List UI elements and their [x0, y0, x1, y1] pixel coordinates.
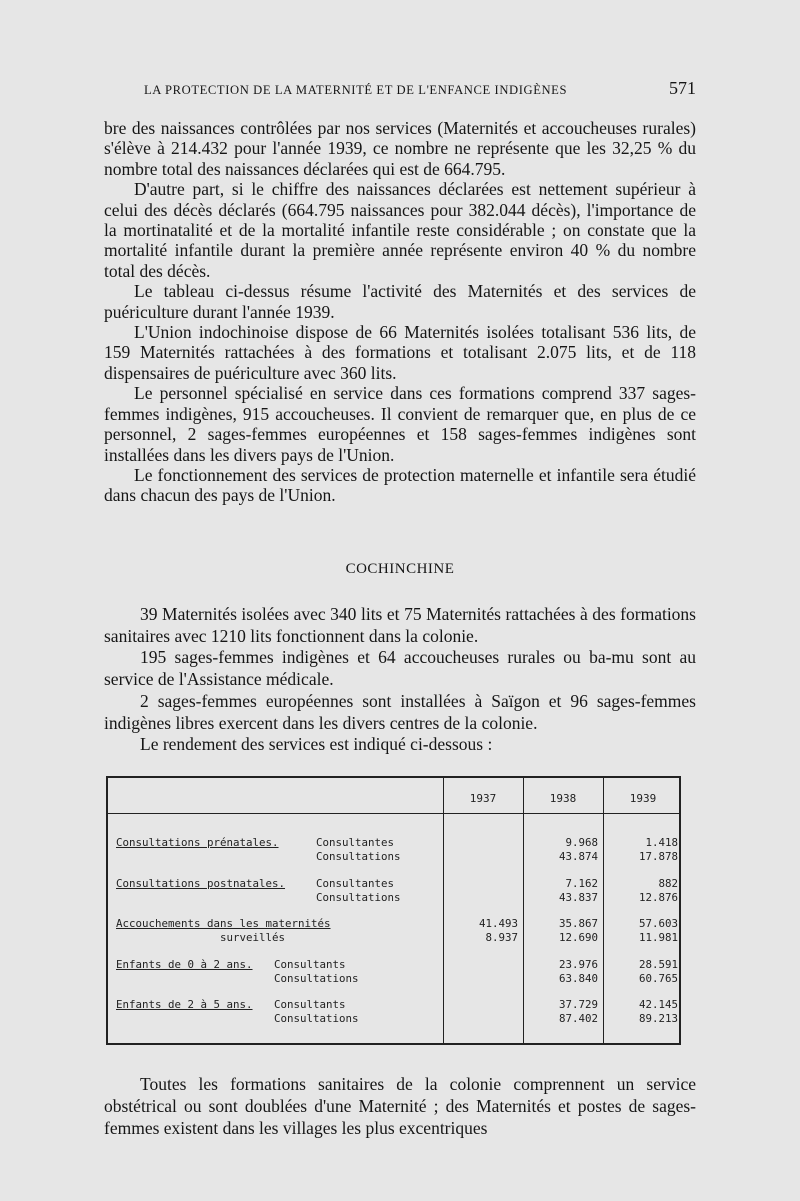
row-group-label: Enfants de 0 à 2 ans.	[116, 958, 253, 971]
table-row	[108, 891, 679, 905]
running-header	[144, 78, 696, 99]
row-group-label: Enfants de 2 à 5 ans.	[116, 998, 253, 1011]
paragraph: Le personnel spécialisé en service dans ces formations comprend 337 sages-femmes indigènes, 915 accoucheuses. Il convient de remarquer que, en plus de ce personnel, 2 sages-femmes européennes et 158 sages-femmes indigènes sont installées dans les divers pays de l'Union.	[104, 383, 696, 465]
table-cell: 87.402	[558, 1012, 598, 1025]
paragraph: 195 sages-femmes indigènes et 64 accoucheuses rurales ou ba-mu sont au service de l'Assistance médicale.	[104, 647, 696, 690]
page-number: 571	[669, 78, 696, 98]
table-cell: 37.729	[558, 998, 598, 1011]
row-group-label: Consultations prénatales.	[116, 836, 279, 849]
header-title: LA PROTECTION DE LA MATERNITÉ ET DE L'ENFANCE INDIGÈNES	[144, 83, 568, 97]
section-title: COCHINCHINE	[345, 561, 455, 577]
table-cell: 35.867	[558, 917, 598, 930]
table-row	[108, 998, 679, 1012]
closing-text	[104, 1073, 696, 1139]
table-cell: 28.591	[638, 958, 678, 971]
row-sublabel: Consultantes	[316, 877, 395, 890]
table-row	[108, 917, 679, 931]
paragraph: 2 sages-femmes européennes sont installées à Saïgon et 96 sages-femmes indigènes libres exercent dans les divers centres de la colonie.	[104, 690, 696, 733]
table-cell: 43.837	[558, 891, 598, 904]
paragraph: bre des naissances contrôlées par nos services (Maternités et accoucheuses rurales) s'élève à 214.432 pour l'année 1939, ce nombre ne représente que les 32,25 % du nombre total des naissances déclarées qui est de 664.795.	[104, 118, 696, 179]
table-cell: 60.765	[638, 972, 678, 985]
table-row	[108, 958, 679, 972]
row-sublabel: Consultations	[316, 891, 401, 904]
table-cell: 12.690	[558, 931, 598, 944]
table-cell: 41.493	[478, 917, 518, 930]
table-cell: 63.840	[558, 972, 598, 985]
cochinchine-text	[104, 604, 696, 756]
table-cell: 11.981	[638, 931, 678, 944]
column-header-1938: 1938	[549, 792, 577, 805]
table-cell: 42.145	[638, 998, 678, 1011]
paragraph: L'Union indochinoise dispose de 66 Maternités isolées totalisant 536 lits, de 159 Maternités rattachées à des formations et totalisant 2.075 lits, et de 118 dispensaires de puériculture avec 360 lits.	[104, 322, 696, 383]
row-sublabel: Consultants	[274, 958, 346, 971]
table-cell: 89.213	[638, 1012, 678, 1025]
row-sublabel: Consultations	[274, 972, 359, 985]
table-row	[108, 931, 679, 945]
paragraph: 39 Maternités isolées avec 340 lits et 75 Maternités rattachées à des formations sanitaires avec 1210 lits fonctionnent dans la colonie.	[104, 604, 696, 646]
column-header-1939: 1939	[629, 792, 657, 805]
paragraph: Le tableau ci-dessus résume l'activité des Maternités et des services de puériculture durant l'année 1939.	[104, 281, 696, 322]
intro-text	[104, 118, 696, 506]
table-cell: 1.418	[645, 836, 678, 849]
paragraph: Toutes les formations sanitaires de la colonie comprennent un service obstétrical ou sont doublées d'une Maternité ; des Maternités et postes de sages-femmes existent dans les villages les plus excentriques	[104, 1074, 696, 1138]
column-header-1937: 1937	[469, 792, 497, 805]
row-sublabel: Consultants	[274, 998, 346, 1011]
table-row	[108, 836, 679, 850]
row-sublabel: Consultations	[316, 850, 401, 863]
row-sublabel: Consultations	[274, 1012, 359, 1025]
row-sublabel: surveillés	[220, 931, 286, 944]
table-header-rule	[108, 813, 679, 814]
table-row	[108, 1012, 679, 1026]
table-row	[108, 972, 679, 986]
table-cell: 57.603	[638, 917, 678, 930]
paragraph: Le rendement des services est indiqué ci-dessous :	[140, 734, 493, 755]
table-cell: 8.937	[485, 931, 518, 944]
table-cell: 7.162	[565, 877, 598, 890]
table-cell: 9.968	[565, 836, 598, 849]
row-group-label: Accouchements dans les maternités	[116, 917, 331, 930]
paragraph: Le fonctionnement des services de protection maternelle et infantile sera étudié dans chacun des pays de l'Union.	[104, 464, 696, 506]
table-cell: 43.874	[558, 850, 598, 863]
paragraph: D'autre part, si le chiffre des naissances déclarées est nettement supérieur à celui des décès déclarés (664.795 naissances pour 382.044 décès), l'importance de la mortinatalité et de la mortalité infantile reste considérable ; on constate que la mortalité infantile durant la première année représente environ 40 % du nombre total des décès.	[104, 179, 696, 281]
statistics-table	[106, 776, 681, 1045]
table-row	[108, 850, 679, 864]
table-cell: 17.878	[638, 850, 678, 863]
table-cell: 23.976	[558, 958, 598, 971]
row-sublabel: Consultantes	[316, 836, 395, 849]
row-group-label: Consultations postnatales.	[116, 877, 286, 890]
table-cell: 12.876	[638, 891, 678, 904]
table-row	[108, 877, 679, 891]
table-cell: 882	[658, 877, 678, 890]
